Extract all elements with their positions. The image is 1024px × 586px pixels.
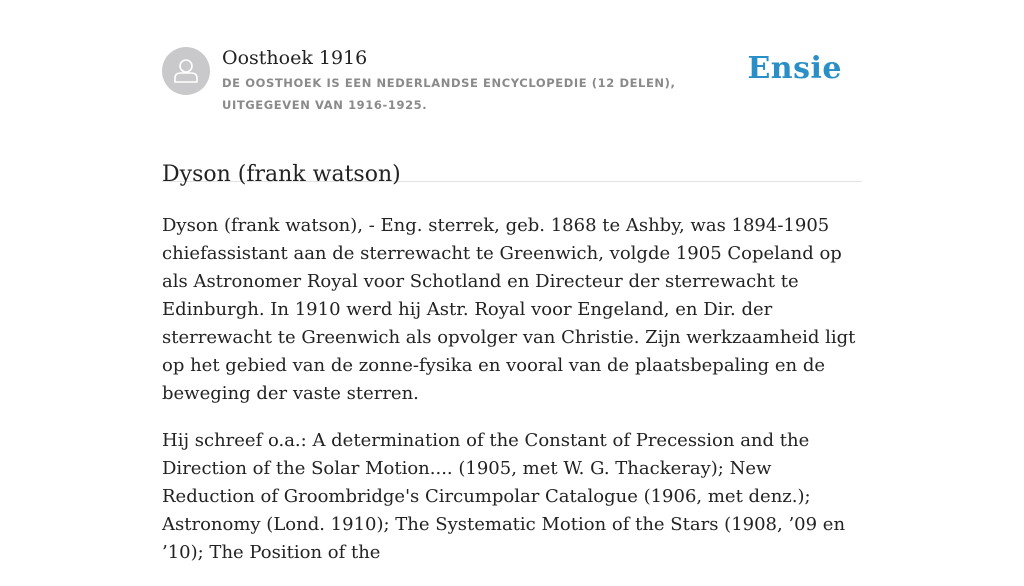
source-avatar[interactable] bbox=[162, 47, 210, 95]
source-header bbox=[162, 46, 862, 136]
ensie-logo[interactable]: Ensie bbox=[747, 51, 842, 86]
article-paragraph: Hij schreef o.a.: A determination of the Constant of Precession and the Direction of the Solar Motion.... (1905, met W. G. Thackeray); New Reduction of Groombridge's Circumpolar Catalogue (1906, met denz.); Astronomy (Lond. 1910); The Systematic Motion of the Stars (1908, ’09 en ’10); The Position of the bbox=[162, 430, 846, 563]
article-body bbox=[162, 212, 862, 586]
user-silhouette-icon bbox=[162, 47, 210, 95]
source-description: DE OOSTHOEK IS EEN NEDERLANDSE ENCYCLOPEDIE (12 DELEN), UITGEGEVEN VAN 1916-1925. bbox=[222, 76, 676, 112]
source-name[interactable]: Oosthoek 1916 bbox=[222, 47, 368, 69]
article-title: Dyson (frank watson) bbox=[162, 162, 401, 187]
article-paragraph: Dyson (frank watson), - Eng. sterrek, geb. 1868 te Ashby, was 1894-1905 chiefassistant aan de sterrewacht te Greenwich, volgde 1905 Copeland op als Astronomer Royal voor Schotland en Directeur der sterrewacht te Edinburgh. In 1910 werd hij Astr. Royal voor Engeland, en Dir. der sterrewacht te Greenwich als opvolger van Christie. Zijn werkzaamheid ligt op het gebied van de zonne-fysika en vooral van de plaatsbepaling en de beweging der vaste sterren. bbox=[162, 215, 856, 404]
